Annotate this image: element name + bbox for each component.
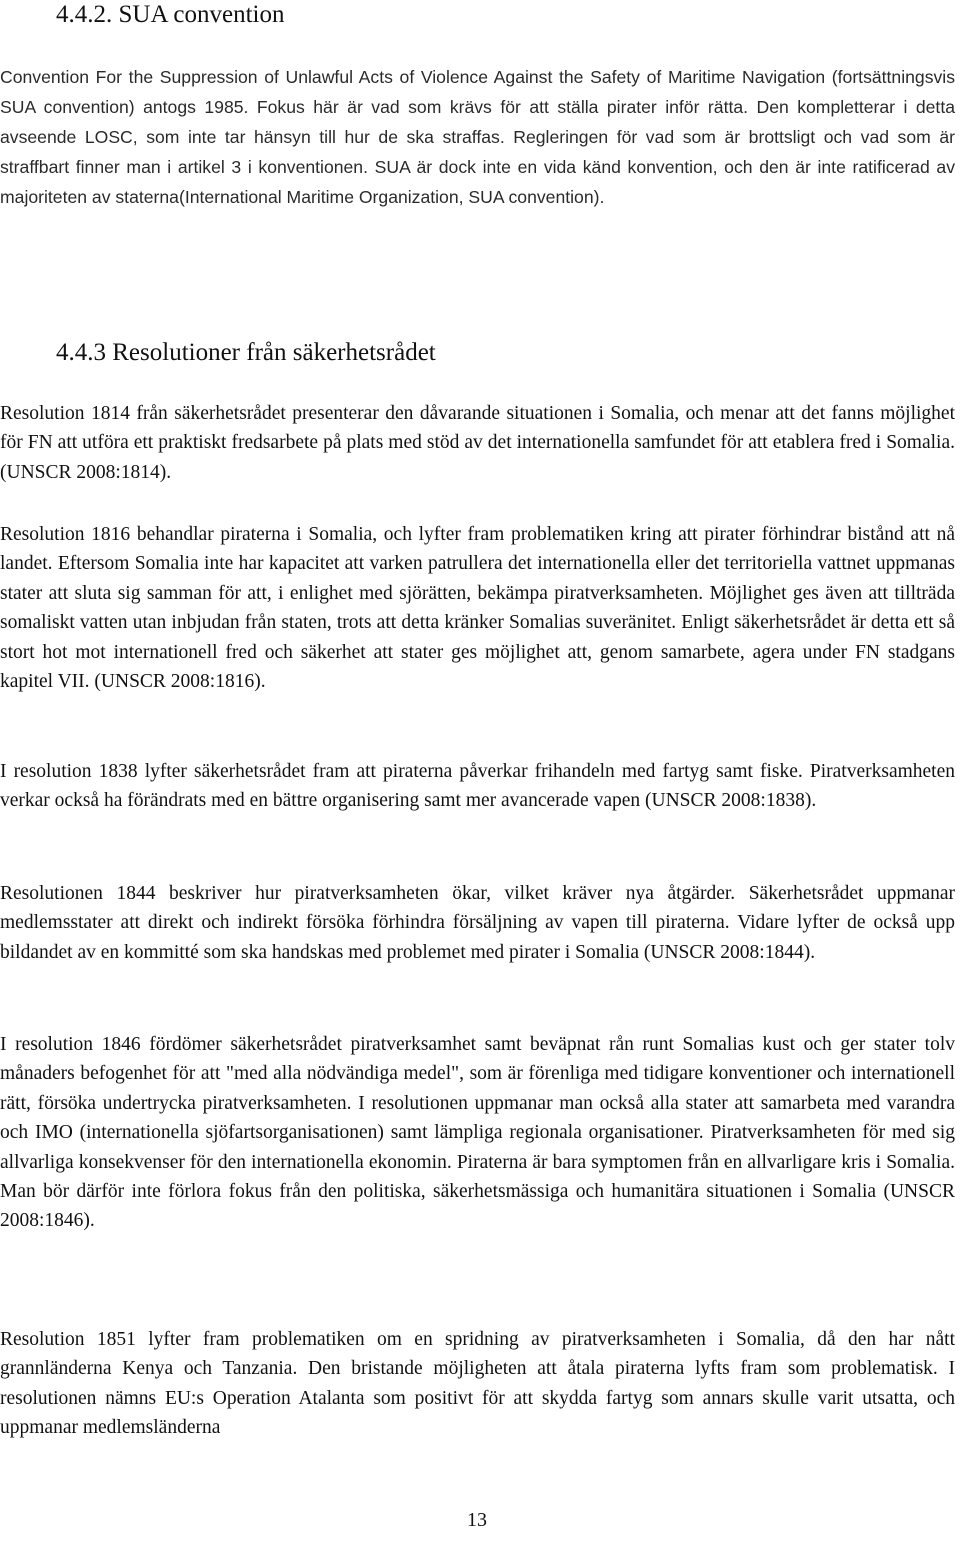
- page-number: 13: [467, 1509, 487, 1531]
- paragraph-resolution-1844: Resolutionen 1844 beskriver hur piratverksamheten ökar, vilket kräver nya åtgärder. Säkerhetsrådet uppmanar medlemsstater att direkt och indirekt försöka förhindra försäljning av vapen till piraterna. Vidare lyfter de också upp bildandet av en kommitté som ska handskas med problemet med pirater i Somalia (UNSCR 2008:1844).: [0, 883, 955, 963]
- section-heading-resolutioner: 4.4.3 Resolutioner från säkerhetsrådet: [56, 339, 436, 366]
- section-heading-sua-convention: 4.4.2. SUA convention: [56, 1, 285, 28]
- paragraph-resolution-1816: Resolution 1816 behandlar piraterna i Somalia, och lyfter fram problematiken kring att pirater förhindrar bistånd att nå landet. Eftersom Somalia inte har kapacitet att varken patrullera det internationella eller det territoriella vattnet uppmanas stater att sluta sig samman för att, i enlighet med sjörätten, bekämpa piratverksamheten. Möjlighet ges även att tillträda somaliskt vatten utan inbjudan från staten, trots att detta kränker Somalias suveränitet. Enligt säkerhetsrådet är detta ett så stort hot mot internationell fred och säkerhet att stater ges möjlighet att, genom samarbete, agera under FN stadgans kapitel VII. (UNSCR 2008:1816).: [0, 524, 955, 693]
- paragraph-resolution-1814: Resolution 1814 från säkerhetsrådet presenterar den dåvarande situationen i Somalia, och menar att det fanns möjlighet för FN att utföra ett praktiskt fredsarbete på plats med stöd av det internationella samfundet för att etablera fred i Somalia. (UNSCR 2008:1814).: [0, 403, 955, 483]
- paragraph-resolution-1851: Resolution 1851 lyfter fram problematiken om en spridning av piratverksamheten i Somalia, då den har nått grannländerna Kenya och Tanzania. Den bristande möjligheten att åtala piraterna lyfts fram som problematisk. I resolutionen nämns EU:s Operation Atalanta som positivt för att skydda fartyg som annars skulle varit utsatta, och uppmanar medlemsländerna: [0, 1329, 955, 1439]
- paragraph-resolution-1838: I resolution 1838 lyfter säkerhetsrådet fram att piraterna påverkar frihandeln med fartyg samt fiske. Piratverksamheten verkar också ha förändrats med en bättre organisering samt mer avancerade vapen (UNSCR 2008:1838).: [0, 761, 955, 812]
- paragraph-sua-convention: Convention For the Suppression of Unlawful Acts of Violence Against the Safety of Maritime Navigation (fortsättningsvis SUA convention) antogs 1985. Fokus här är vad som krävs för att ställa pirater inför rätta. Den kompletterar i detta avseende LOSC, som inte tar hänsyn till hur de ska straffas. Regleringen för vad som är brottsligt och vad som är straffbart finner man i artikel 3 i konventionen. SUA är dock inte en vida känd konvention, och den är inte ratificerad av majoriteten av staterna(International Maritime Organization, SUA convention).: [0, 67, 955, 207]
- paragraph-resolution-1846: I resolution 1846 fördömer säkerhetsrådet piratverksamhet samt beväpnat rån runt Somalias kust och ger stater tolv månaders befogenhet för att "med alla nödvändiga medel", som är förenliga med tidigare konventioner och internationell rätt, försöka undertrycka piratverksamheten. I resolutionen uppmanar man också alla stater att samarbeta med varandra och IMO (internationella sjöfartsorganisationen) samt lämpliga regionala organisationer. Piratverksamheten för med sig allvarliga konsekvenser för den internationella ekonomin. Piraterna är bara symptomen från en allvarligare kris i Somalia. Man bör därför inte förlora fokus från den politiska, säkerhetsmässiga och humanitära situationen i Somalia (UNSCR 2008:1846).: [0, 1034, 955, 1232]
